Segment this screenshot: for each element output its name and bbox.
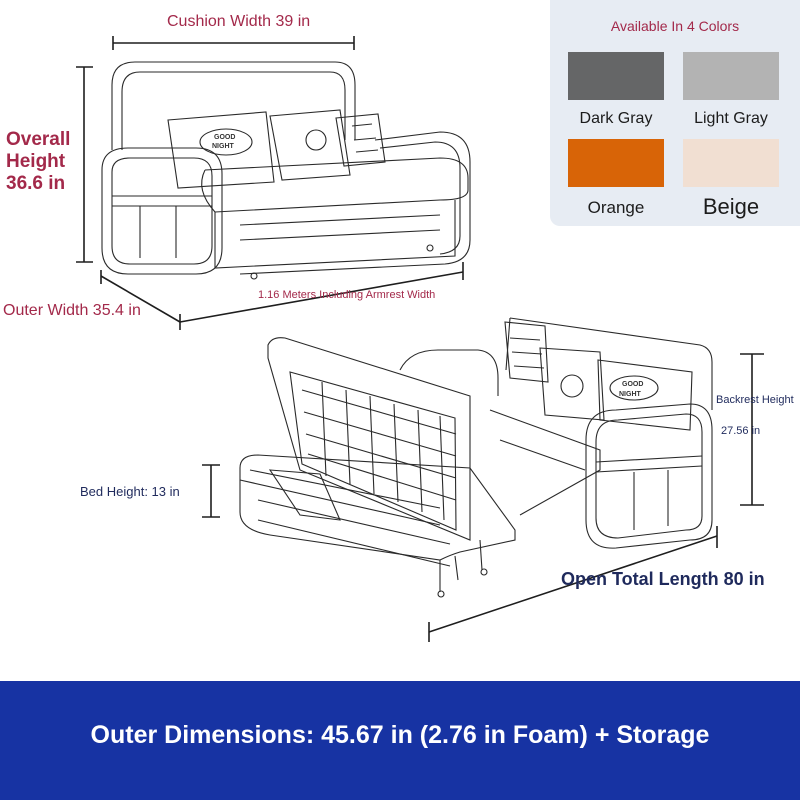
bottom-pillow-text-1: GOOD	[622, 381, 644, 388]
overall-height-label	[6, 129, 70, 195]
cushion-width-line	[113, 36, 354, 50]
bed-height-line	[202, 465, 220, 517]
cushion-width-label: Cushion Width 39 in	[167, 13, 311, 30]
swatch-light-gray[interactable]	[683, 52, 779, 100]
total-width-note: 1.16 Meters Including Armrest Width	[258, 289, 436, 301]
color-options-panel	[550, 0, 800, 226]
bed-height-label: Bed Height: 13 in	[80, 484, 180, 499]
pillows-top	[168, 110, 385, 188]
swatch-orange-label: Orange	[587, 198, 645, 217]
swatch-beige[interactable]	[683, 139, 779, 187]
swatch-dark-gray[interactable]	[568, 52, 664, 100]
outer-width-line	[101, 270, 180, 330]
bottom-pillow-text-2: NIGHT	[619, 391, 641, 398]
swatch-light-gray-label: Light Gray	[694, 110, 768, 127]
sofa-bed-open-drawing	[240, 318, 712, 597]
sofa-closed-drawing	[102, 62, 470, 279]
backrest-height-label: Backrest Height	[716, 394, 794, 406]
overall-height-line	[76, 67, 93, 262]
overall-height-line-2: Height	[6, 151, 66, 172]
dimensions-banner	[0, 681, 800, 800]
color-panel-title: Available In 4 Colors	[610, 18, 740, 34]
swatch-orange[interactable]	[568, 139, 664, 187]
swatch-beige-label: Beige	[702, 194, 760, 219]
backrest-height-value: 27.56 in	[721, 425, 761, 437]
swatch-dark-gray-label: Dark Gray	[579, 110, 653, 127]
overall-height-line-3: 36.6 in	[6, 173, 66, 194]
top-pillow-text-2: NIGHT	[212, 143, 234, 150]
outer-width-label: Outer Width 35.4 in	[3, 302, 141, 319]
top-pillow-text-1: GOOD	[214, 134, 236, 141]
banner-text: Outer Dimensions: 45.67 in (2.76 in Foam) + Storage	[90, 721, 710, 749]
open-total-length-label: Open Total Length 80 in	[561, 569, 765, 589]
overall-height-line-1: Overall	[6, 129, 71, 150]
